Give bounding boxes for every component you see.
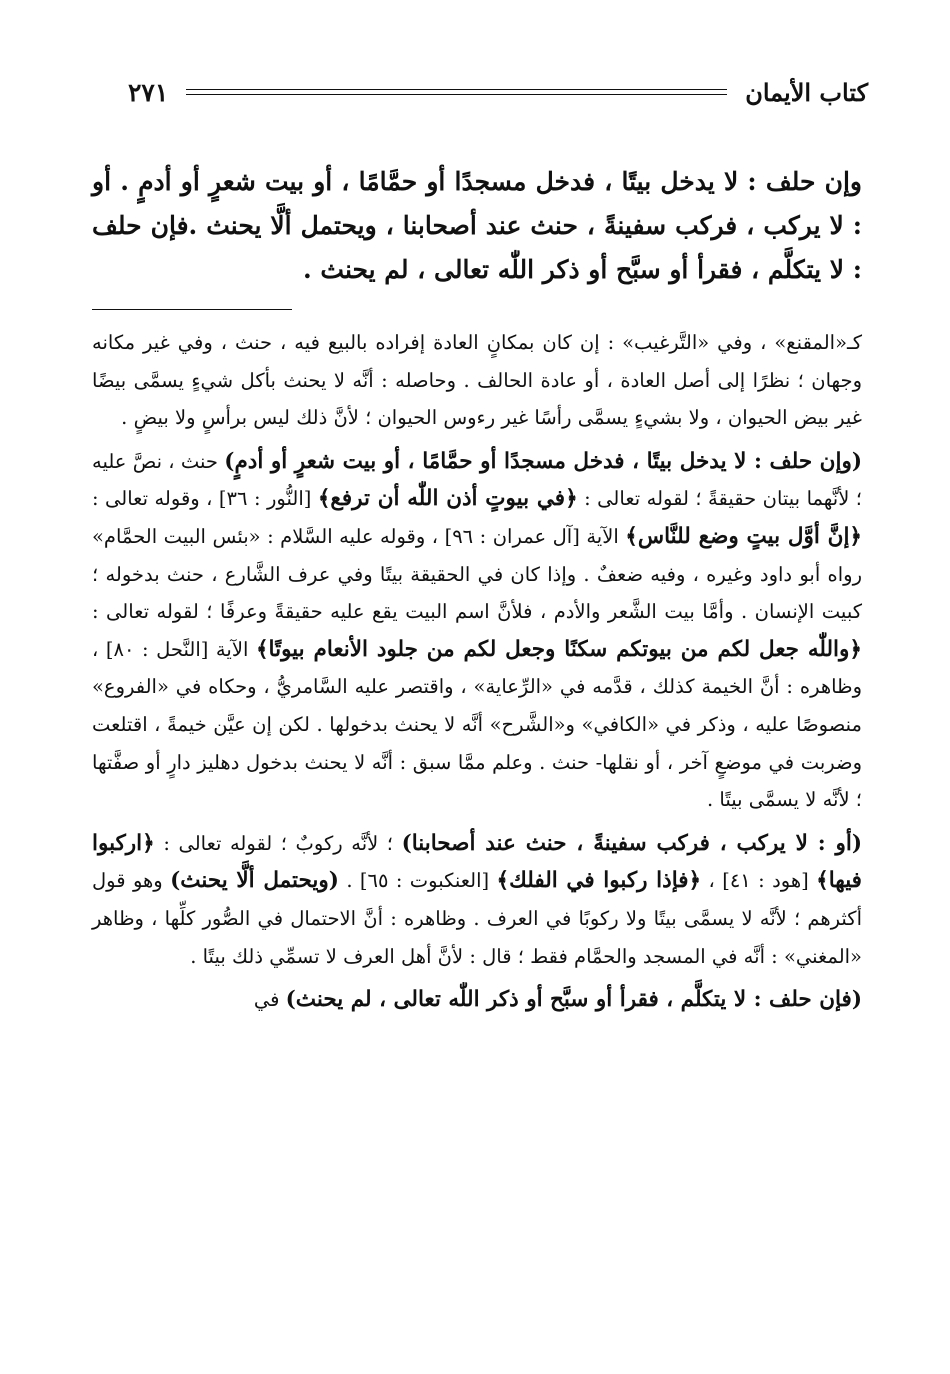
commentary-paragraph-3	[92, 825, 862, 975]
quran-verse: ﴿فإذا ركبوا في الفلك﴾	[496, 868, 702, 894]
quoted-main-text: (أو : لا يركب ، فركب سفينةً ، حنث عند أصحابنا)	[401, 830, 862, 856]
quran-verse: ﴿إنَّ أوَّل بيتٍ وضع للنَّاس﴾	[625, 523, 863, 549]
commentary-text: حنث ، نصَّ عليه ؛ لأنَّهما بيتان حقيقةً ؛ لقوله تعالى :	[92, 449, 862, 511]
quoted-main-text: (فإن حلف : لا يتكلَّم ، فقرأ أو سبَّح أو ذكر اللّٰه تعالى ، لم يحنث)	[285, 987, 862, 1013]
commentary-text: الآية [النَّحل : ٨٠] ، وظاهره : أنَّ الخيمة كذلك ، قدَّمه في «الرِّعاية» ، واقتصر عليه السَّامريُّ ، وحكاه في «الفروع» منصوصًا عليه ، وذكر في «الكافي» و«الشَّرح» أنَّه لا يحنث بدخولها . لكن إن عيَّن خيمةً ، اقتلعت وضربت في موضعٍ آخر ، أو نقلها- حنث . وعلم ممَّا سبق : أنَّه لا يحنث بدخول دهليز دارٍ أو صفَّتها ؛ لأنَّه لا يسمَّى بيتًا .	[92, 637, 862, 812]
commentary	[92, 324, 862, 1019]
running-title: كتاب الأيمان	[745, 77, 868, 107]
commentary-text: في	[253, 988, 286, 1012]
header-rule	[186, 89, 727, 95]
quran-verse: ﴿واللّٰه جعل لكم من بيوتكم سكنًا وجعل لكم من جلود الأنعام بيوتًا﴾	[255, 636, 862, 662]
commentary-text: [العنكبوت : ٦٥] .	[338, 869, 497, 893]
quoted-main-text: (ويحتمل ألَّا يحنث)	[170, 868, 339, 894]
quoted-main-text: (وإن حلف : لا يدخل بيتًا ، فدخل مسجدًا أو حمَّامًا ، أو بيت شعرٍ أو أدمٍ)	[224, 448, 863, 474]
page-header	[128, 74, 868, 110]
separator-rule	[92, 309, 292, 310]
commentary-paragraph-1: كـ«المقنع» ، وفي «التَّرغيب» : إن كان بمكانٍ العادة إفراده بالبيع فيه ، حنث ، وفي غير مكانه وجهان ؛ نظرًا إلى أصل العادة ، أو عادة الحالف . وحاصله : أنَّه لا يحنث بأكل شيءٍ يسمَّى بيضًا غير بيض الحيوان ، ولا بشيءٍ يسمَّى رأسًا غير رءوس الحيوان ؛ لأنَّ ذلك ليس برأسٍ ولا بيضٍ .	[92, 331, 862, 430]
main-text	[92, 160, 862, 292]
commentary-text: ؛ لأنَّه ركوبٌ ؛ لقوله تعالى :	[154, 831, 402, 855]
commentary-paragraph-4	[92, 981, 862, 1019]
commentary-text: [هود : ٤١] ،	[701, 869, 817, 893]
commentary-text: الآية [آل عمران : ٩٦] ، وقوله عليه السَّلام : «بئس البيت الحمَّام» رواه أبو داود وغيره ، وفيه ضعفٌ . وإذا كان في الحقيقة بيتًا وفي عرف الشَّارع ، حنث بدخوله ؛ كبيت الإنسان . وأمَّا بيت الشَّعر والأدم ، فلأنَّ اسم البيت يقع عليه حقيقةً وعرفًا ؛ لقوله تعالى :	[92, 524, 862, 624]
commentary-text: وهو قول أكثرهم ؛ لأنَّه لا يسمَّى بيتًا ولا ركوبًا في العرف . وظاهره : أنَّ الاحتمال في الصُّور كلِّها ، وظاهر «المغني» : أنَّه في المسجد والحمَّام فقط ؛ قال : لأنَّ أهل العرف لا تسمِّي ذلك بيتًا .	[92, 869, 862, 968]
commentary-paragraph-2	[92, 443, 862, 819]
quran-verse: ﴿اركبوا فيها﴾	[92, 830, 862, 894]
quran-verse: ﴿في بيوتٍ أذن اللّٰه أن ترفع﴾	[317, 486, 578, 512]
commentary-text: [النُّور : ٣٦] ، وقوله تعالى :	[92, 487, 318, 511]
page-number: ٢٧١	[128, 77, 169, 107]
main-text-paragraph: وإن حلف : لا يدخل بيتًا ، فدخل مسجدًا أو حمَّامًا ، أو بيت شعرٍ أو أدمٍ . أو : لا يركب ، فركب سفينةً ، حنث عند أصحابنا ، ويحتمل ألَّا يحنث .فإن حلف : لا يتكلَّم ، فقرأ أو سبَّح أو ذكر اللّٰه تعالى ، لم يحنث .	[92, 167, 862, 284]
